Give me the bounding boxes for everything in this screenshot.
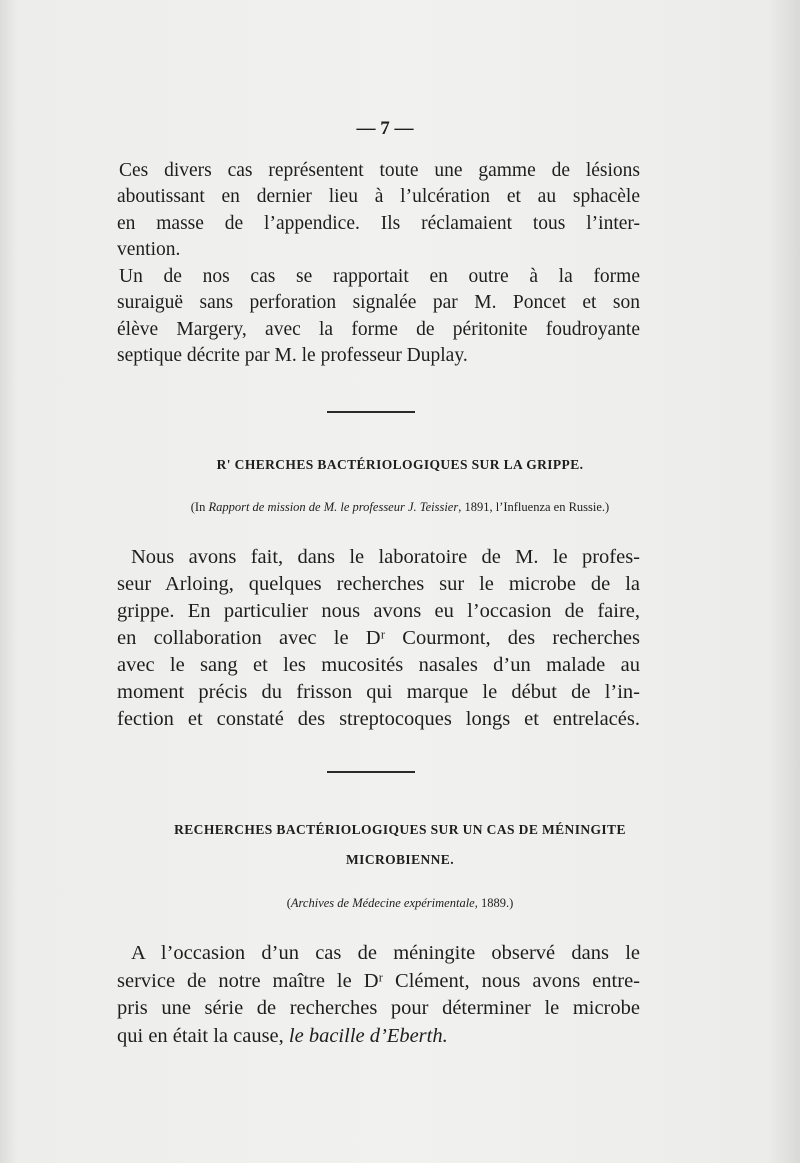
text-line: Ces divers cas représentent toute une gamme de lésions: [119, 160, 640, 181]
text-line: en collaboration avec le Dʳ Courmont, des recherches: [117, 627, 640, 649]
text-line: Nous avons fait, dans le laboratoire de M. le profes-: [131, 546, 640, 568]
section-divider: [327, 411, 415, 413]
text-line: A l’occasion d’un cas de méningite observé dans le: [131, 942, 640, 964]
text-line: seur Arloing, quelques recherches sur le microbe de la: [117, 573, 640, 595]
meningite-paragraph: [117, 940, 640, 1050]
section-heading-meningite-cont: MICROBIENNE.: [346, 852, 454, 867]
intro-paragraph: [117, 158, 640, 263]
text-line: service de notre maître le Dʳ Clément, nous avons entre-: [117, 969, 640, 992]
text-line: fection et constaté des streptocoques longs et entrelacés.: [117, 708, 640, 730]
section-divider: [327, 771, 415, 773]
text-line: vention.: [117, 238, 181, 260]
text-line: élève Margery, avec la forme de péritonite foudroyante: [117, 318, 640, 340]
text-line: moment précis du frisson qui marque le début de l’in-: [117, 681, 640, 703]
second-paragraph: [117, 264, 640, 369]
text-line: suraiguë sans perforation signalée par M. Poncet et son: [117, 292, 640, 314]
text-line: pris une série de recherches pour déterminer le microbe: [117, 997, 640, 1019]
text-line: grippe. En particulier nous avons eu l’occasion de faire,: [117, 600, 640, 622]
text-line: qui en était la cause, le bacille d’Eberth.: [117, 1024, 448, 1047]
text-line: aboutissant en dernier lieu à l’ulcération et au sphacèle: [117, 186, 640, 208]
text-line: en masse de l’appendice. Ils réclamaient tous l’inter-: [117, 212, 640, 234]
section-heading-meningite: RECHERCHES BACTÉRIOLOGIQUES SUR UN CAS DE MÉNINGITE: [174, 822, 626, 837]
text-line: Un de nos cas se rapportait en outre à la forme: [119, 266, 640, 287]
section-heading-grippe: R' CHERCHES BACTÉRIOLOGIQUES SUR LA GRIPPE.: [216, 457, 584, 472]
source-citation-meningite: (Archives de Médecine expérimentale, 1889.): [286, 896, 514, 910]
source-citation-grippe: (In Rapport de mission de M. le professeur J. Teissier, 1891, l’Influenza en Russie.): [190, 500, 610, 514]
grippe-paragraph: [117, 544, 640, 733]
page-number: — 7 —: [356, 118, 414, 139]
text-line: septique décrite par M. le professeur Duplay.: [117, 344, 468, 366]
text-line: avec le sang et les mucosités nasales d’un malade au: [117, 654, 640, 676]
italic-phrase: le bacille d’Eberth.: [288, 1024, 448, 1047]
